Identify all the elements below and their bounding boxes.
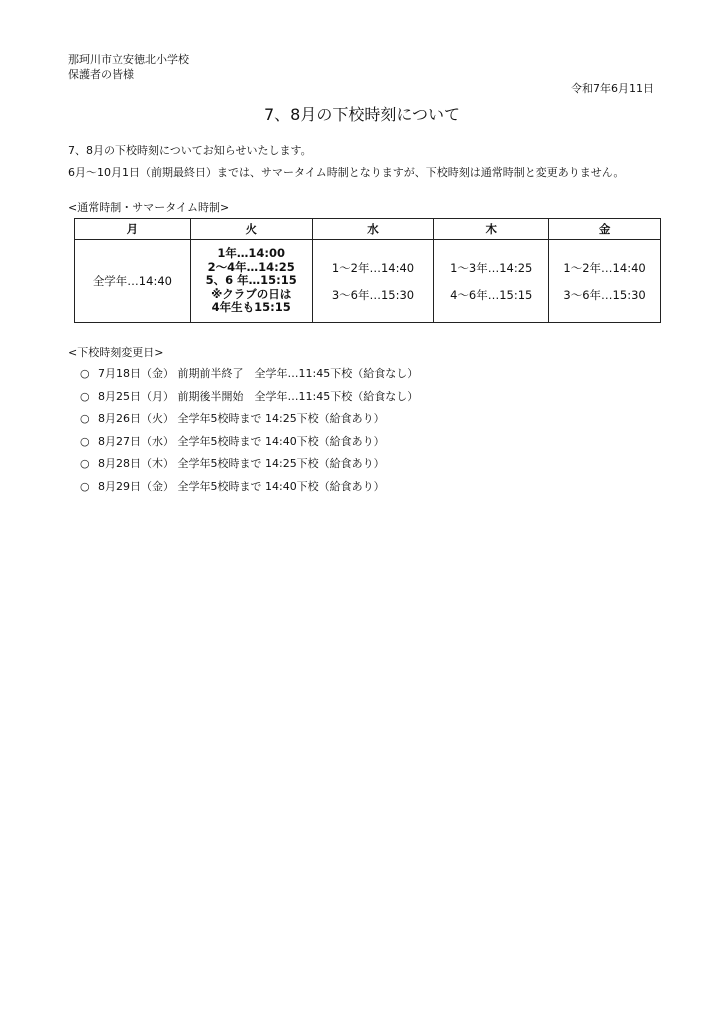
mon-cell: [75, 240, 191, 323]
circle-bullet-icon: ○: [80, 389, 90, 403]
list-item: [80, 366, 418, 389]
wed-line-2: 3～6年…15:30: [331, 287, 415, 302]
fri-cell: [549, 240, 661, 323]
day-header-fri: 金: [549, 219, 661, 240]
circle-bullet-icon: ○: [80, 367, 90, 380]
change-text: 8月27日（水） 全学年5校時まで 14:40下校（給食あり）: [98, 434, 385, 448]
change-text: 8月29日（金） 全学年5校時まで 14:40下校（給食あり）: [98, 479, 385, 493]
changes-list: [80, 366, 418, 501]
tue-line-5: 4年生も15:15: [211, 300, 291, 315]
schedule-header-row: [75, 219, 661, 240]
tue-line-4: ※クラブの日は: [211, 286, 292, 301]
wed-cell: [312, 240, 434, 323]
day-header-thu: 木: [434, 219, 549, 240]
tue-cell: [190, 240, 312, 323]
thu-line-2: 4～6年…15:15: [450, 287, 533, 302]
list-item: [80, 389, 418, 412]
list-item: [80, 434, 418, 457]
change-text: 8月28日（木） 全学年5校時まで 14:25下校（給食あり）: [98, 457, 385, 470]
schedule-times-row: [75, 240, 661, 323]
document-title: 7、8月の下校時刻について: [263, 105, 461, 124]
circle-bullet-icon: ○: [80, 457, 90, 470]
list-item: [80, 456, 418, 479]
change-text: 7月18日（金） 前期前半終了 全学年…11:45下校（給食なし）: [98, 367, 419, 380]
issue-date: 令和7年6月11日: [571, 82, 654, 95]
intro-line-2: 6月～10月1日（前期最終日）までは、サマータイム時制となりますが、下校時刻は通常時制と変更ありません。: [68, 166, 625, 179]
fri-line-1: 1～2年…14:40: [563, 260, 646, 275]
tue-line-3: 5、6 年…15:15: [205, 273, 297, 288]
tue-line-2: 2～4年…14:25: [207, 259, 295, 274]
thu-cell: [434, 240, 549, 323]
changes-heading: <下校時刻変更日>: [68, 346, 164, 359]
fri-line-2: 3～6年…15:30: [563, 287, 646, 302]
tue-line-1: 1年…14:00: [217, 246, 285, 261]
circle-bullet-icon: ○: [80, 412, 90, 425]
day-header-wed: 水: [312, 219, 434, 240]
list-item: [80, 411, 418, 434]
change-text: 8月25日（月） 前期後半開始 全学年…11:45下校（給食なし）: [98, 389, 419, 403]
intro-line-1: 7、8月の下校時刻についてお知らせいたします。: [68, 144, 312, 157]
circle-bullet-icon: ○: [80, 434, 90, 448]
schedule-table: [74, 218, 661, 323]
recipient: 保護者の皆様: [68, 68, 134, 81]
list-item: [80, 479, 418, 502]
change-text: 8月26日（火） 全学年5校時まで 14:25下校（給食あり）: [98, 412, 385, 425]
mon-time: 全学年…14:40: [92, 274, 172, 288]
day-header-mon: 月: [75, 219, 191, 240]
circle-bullet-icon: ○: [80, 479, 90, 493]
schedule-heading: <通常時制・サマータイム時制>: [68, 201, 230, 214]
school-name: 那珂川市立安徳北小学校: [68, 53, 189, 66]
wed-line-1: 1～2年…14:40: [331, 260, 415, 275]
thu-line-1: 1～3年…14:25: [450, 260, 533, 275]
day-header-tue: 火: [190, 219, 312, 240]
